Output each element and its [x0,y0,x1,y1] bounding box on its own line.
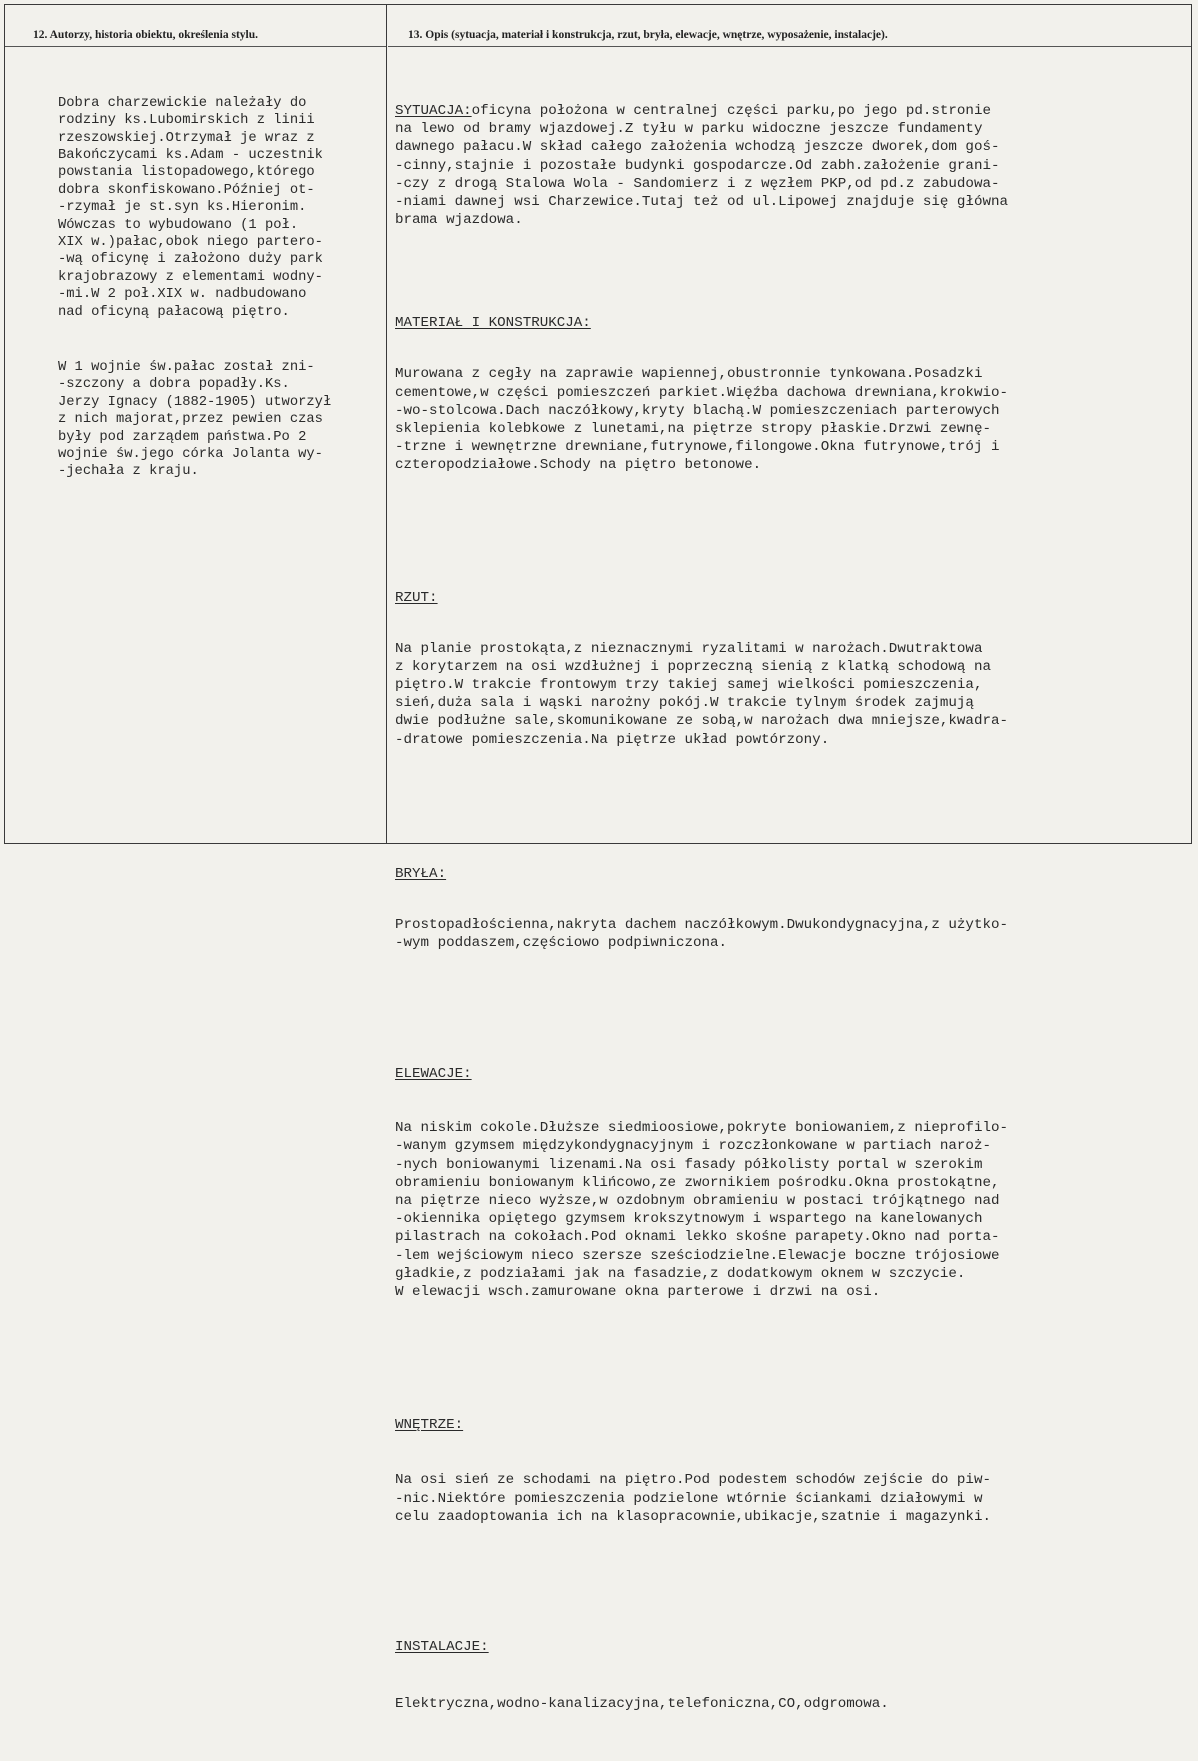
section-13-header: 13. Opis (sytuacja, materiał i konstrukcja, rzut, bryła, elewacje, wnętrze, wyposażenie, instalacje). [408,29,888,41]
bryla-title: BRYŁA: [395,865,447,882]
header-rule-right [388,46,1191,47]
instalacje-body: Elektryczna,wodno-kanalizacyjna,telefoniczna,CO,odgromowa. [395,1695,889,1712]
material-body: Murowana z cegły na zaprawie wapiennej,obustronnie tynkowana.Posadzki cementowe,w części pomieszczeń parkiet.Więźba dachowa drewniana,krokwio- -wo-stolcowa.Dach naczółkowy,kryty blachą.W pomieszczeniach parterowych sklepienia kolebkowe z lunetami,na piętrze stropy płaskie.Drzwi zewnę- -trzne i wewnętrzne drewniane,futrynowe,filongowe.Okna futrynowe,trój i czteropodziałowe.Schody na piętro betonowe. [395,366,1008,474]
section-wnetrze [395,1384,1185,1558]
section-rzut [395,557,1185,781]
wnetrze-title: WNĘTRZE: [395,1417,464,1434]
section-12-header: 12. Autorzy, historia obiektu, określenia stylu. [33,29,259,41]
history-paragraph-2: W 1 wojnie św.pałac został zni- -szczony a dobra popadły.Ks. Jerzy Ignacy (1882-1905) utworzył z nich majorat,przez pewien czas były pod zarządem państwa.Po 2 wojnie św.jego córka Jolanta wy- -jechała z kraju. [58,359,332,480]
material-title: MATERIAŁ I KONSTRUKCJA: [395,315,591,332]
section-sytuacja [395,102,1185,229]
section-instalacje [395,1606,1185,1745]
instalacje-title: INSTALACJE: [395,1638,489,1655]
section-material [395,282,1185,506]
sytuacja-body: oficyna położona w centralnej części parku,po jego pd.stronie na lewo od bramy wjazdowej.Z tyłu w parku widoczne jeszcze fundamenty dawnego pałacu.W skład całego założenia wchodzą jeszcze dworek,dom goś- -cinny,stajnie i pozostałe budynki gospodarcze.Od zabh.założenie grani- -czy z drogą Stalowa Wola - Sandomierz i z węzłem PKP,od pd.z zabudowa- -niami dawnej wsi Charzewice.Tutaj też od ul.Lipowej znajduje się główna brama wjazdowa. [395,103,1008,229]
wnetrze-body: Na osi sień ze schodami na piętro.Pod podestem schodów zejście do piw- -nic.Niektóre pomieszczenia podzielone wtórnie ściankami działowymi w celu zaadoptowania ich na klasopracownie,ubikacje,szatnie i magazynki. [395,1472,991,1525]
elewacje-title: ELEWACJE: [395,1066,472,1083]
section-elewacje [395,1033,1185,1333]
history-column [58,60,390,501]
sytuacja-title: SYTUACJA: [395,103,472,119]
section-bryla [395,833,1185,984]
elewacje-body: Na niskim cokole.Dłuższe siedmioosiowe,pokryte boniowaniem,z nieprofilo- -wanym gzymsem międzykondygnacyjnym i rozczłonkowane w partiach naroż- -nych boniowanymi lizenami.Na osi fasady półkolisty portal w szerokim obramieniu boniowanym klińcowo,ze zwornikiem pośrodku.Okna prostokątne, na piętrze nieco wyższe,w ozdobnym obramieniu w postaci trójkątnego nad -okiennika opiętego gzymsem krokszytnowym i wspartego na kanelowanych pilastrach na cokołach.Pod oknami lekko skośne parapety.Okno nad porta- -lem wejściowym nieco szersze sześciodzielne.Elewacje boczne trójosiowe gładkie,z podziałami jak na fasadzie,z dodatkowym oknem w szczycie. W elewacji wsch.zamurowane okna parterowe i drzwi na osi. [395,1120,1008,1301]
history-paragraph-1: Dobra charzewickie należały do rodziny ks.Lubomirskich z linii rzeszowskiej.Otrzymał je wraz z Bakończycami ks.Adam - uczestnik powstania listopadowego,którego dobra skonfiskowano.Później ot- -rzymał je st.syn ks.Hieronim. Wówczas to wybudowano (1 poł. XIX w.)pałac,obok niego partero- -wą oficynę i założono duży park krajobrazowy z elementami wodny- -mi.W 2 poł.XIX w. nadbudowano nad oficyną pałacową piętro. [58,95,323,320]
bryla-body: Prostopadłościenna,nakryta dachem naczółkowym.Dwukondygnacyjna,z użytko- -wym poddaszem,częściowo podpiwniczona. [395,916,1008,952]
description-column [395,70,1185,1761]
rzut-body: Na planie prostokąta,z nieznacznymi ryzalitami w narożach.Dwutraktowa z korytarzem na osi wzdłużnej i poprzeczną sienią z klatką schodową na piętro.W trakcie frontowym trzy takiej samej wielkości pomieszczenia, sień,duża sala i wąski narożny pokój.W trakcie tylnym środek zajmują dwie podłużne sale,skomunikowane ze sobą,w narożach dwa mniejsze,kwadra- -dratowe pomieszczenia.Na piętrze układ powtórzony. [395,640,1008,748]
rzut-title: RZUT: [395,589,438,606]
header-rule-left [5,46,386,47]
